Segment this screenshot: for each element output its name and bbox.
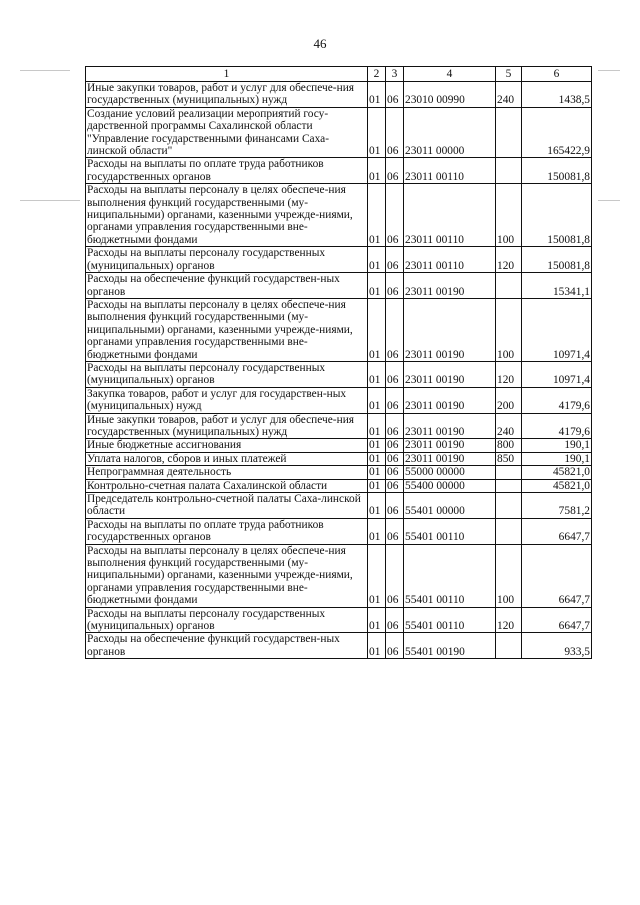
row-article: 23011 00190 — [404, 273, 496, 299]
row-article: 23011 00190 — [404, 361, 496, 387]
row-expense-kind — [496, 466, 522, 479]
scan-artifact — [20, 70, 70, 71]
row-subsection: 06 — [386, 298, 404, 361]
row-article: 55401 00110 — [404, 518, 496, 544]
table-row — [86, 273, 592, 299]
row-name: Закупка товаров, работ и услуг для государствен-ных (муниципальных) нужд — [86, 387, 368, 413]
row-section: 01 — [368, 107, 386, 158]
row-article: 23010 00990 — [404, 82, 496, 108]
row-section: 01 — [368, 452, 386, 465]
row-expense-kind: 240 — [496, 413, 522, 439]
row-section: 01 — [368, 479, 386, 492]
budget-table — [85, 66, 592, 659]
table-body — [86, 82, 592, 659]
row-article: 55401 00110 — [404, 607, 496, 633]
table-row — [86, 518, 592, 544]
row-amount: 10971,4 — [522, 361, 592, 387]
row-name: Иные закупки товаров, работ и услуг для обеспече-ния государственных (муниципальных) нужд — [86, 413, 368, 439]
table-row — [86, 184, 592, 247]
row-section: 01 — [368, 273, 386, 299]
scan-artifact — [598, 70, 620, 71]
row-article: 23011 00190 — [404, 439, 496, 452]
table-row — [86, 82, 592, 108]
row-expense-kind: 120 — [496, 361, 522, 387]
row-article: 23011 00190 — [404, 298, 496, 361]
row-article: 23011 00110 — [404, 158, 496, 184]
row-amount: 150081,8 — [522, 184, 592, 247]
row-name: Расходы на выплаты персоналу государственных (муниципальных) органов — [86, 247, 368, 273]
row-subsection: 06 — [386, 361, 404, 387]
row-subsection: 06 — [386, 439, 404, 452]
table-row — [86, 387, 592, 413]
row-name: Расходы на выплаты по оплате труда работников государственных органов — [86, 158, 368, 184]
column-header: 4 — [404, 67, 496, 82]
row-amount: 190,1 — [522, 452, 592, 465]
row-subsection: 06 — [386, 82, 404, 108]
table-row — [86, 413, 592, 439]
row-article: 23011 00000 — [404, 107, 496, 158]
row-subsection: 06 — [386, 387, 404, 413]
row-amount: 7581,2 — [522, 493, 592, 519]
scan-artifact — [598, 200, 620, 201]
row-name: Расходы на выплаты персоналу в целях обеспече-ния выполнения функций государственными (му-ниципальными) органами, казенными учрежде-ниями, органами управления государственными вне-бюджетными фондами — [86, 298, 368, 361]
table-row — [86, 298, 592, 361]
row-article: 55000 00000 — [404, 466, 496, 479]
row-expense-kind: 120 — [496, 607, 522, 633]
row-amount: 165422,9 — [522, 107, 592, 158]
row-subsection: 06 — [386, 493, 404, 519]
table-row — [86, 493, 592, 519]
row-section: 01 — [368, 518, 386, 544]
row-section: 01 — [368, 387, 386, 413]
row-name: Иные закупки товаров, работ и услуг для обеспече-ния государственных (муниципальных) нужд — [86, 82, 368, 108]
row-expense-kind: 800 — [496, 439, 522, 452]
row-section: 01 — [368, 158, 386, 184]
row-article: 55401 00000 — [404, 493, 496, 519]
row-section: 01 — [368, 633, 386, 659]
scan-artifact — [20, 200, 80, 201]
row-subsection: 06 — [386, 607, 404, 633]
row-name: Расходы на выплаты персоналу государственных (муниципальных) органов — [86, 607, 368, 633]
row-amount: 45821,0 — [522, 479, 592, 492]
row-subsection: 06 — [386, 544, 404, 607]
row-amount: 150081,8 — [522, 247, 592, 273]
row-section: 01 — [368, 298, 386, 361]
row-expense-kind — [496, 158, 522, 184]
row-expense-kind: 240 — [496, 82, 522, 108]
row-amount: 6647,7 — [522, 544, 592, 607]
row-section: 01 — [368, 466, 386, 479]
row-article: 23011 00110 — [404, 247, 496, 273]
row-amount: 1438,5 — [522, 82, 592, 108]
row-expense-kind — [496, 107, 522, 158]
row-expense-kind — [496, 518, 522, 544]
column-header: 6 — [522, 67, 592, 82]
row-name: Председатель контрольно-счетной палаты Саха-линской области — [86, 493, 368, 519]
table-header-row — [86, 67, 592, 82]
row-expense-kind — [496, 633, 522, 659]
row-subsection: 06 — [386, 479, 404, 492]
row-article: 23011 00110 — [404, 184, 496, 247]
table-row — [86, 607, 592, 633]
row-subsection: 06 — [386, 247, 404, 273]
row-expense-kind: 200 — [496, 387, 522, 413]
row-section: 01 — [368, 413, 386, 439]
row-name: Расходы на выплаты персоналу в целях обеспече-ния выполнения функций государственными (му-ниципальными) органами, казенными учрежде-ниями, органами управления государственными вне-бюджетными фондами — [86, 544, 368, 607]
row-expense-kind: 850 — [496, 452, 522, 465]
row-name: Непрограммная деятельность — [86, 466, 368, 479]
row-subsection: 06 — [386, 452, 404, 465]
row-name: Уплата налогов, сборов и иных платежей — [86, 452, 368, 465]
row-amount: 4179,6 — [522, 413, 592, 439]
row-expense-kind: 100 — [496, 544, 522, 607]
row-amount: 4179,6 — [522, 387, 592, 413]
table-row — [86, 544, 592, 607]
table-row — [86, 633, 592, 659]
table-row — [86, 439, 592, 452]
row-subsection: 06 — [386, 413, 404, 439]
table-row — [86, 452, 592, 465]
table-row — [86, 466, 592, 479]
row-section: 01 — [368, 493, 386, 519]
table-row — [86, 158, 592, 184]
row-section: 01 — [368, 439, 386, 452]
row-expense-kind — [496, 273, 522, 299]
column-header: 1 — [86, 67, 368, 82]
row-name: Расходы на обеспечение функций государствен-ных органов — [86, 633, 368, 659]
row-article: 23011 00190 — [404, 452, 496, 465]
table-row — [86, 107, 592, 158]
row-amount: 6647,7 — [522, 607, 592, 633]
row-amount: 45821,0 — [522, 466, 592, 479]
row-article: 23011 00190 — [404, 413, 496, 439]
row-subsection: 06 — [386, 184, 404, 247]
row-amount: 15341,1 — [522, 273, 592, 299]
row-expense-kind: 120 — [496, 247, 522, 273]
row-section: 01 — [368, 607, 386, 633]
row-expense-kind — [496, 479, 522, 492]
row-name: Расходы на выплаты по оплате труда работников государственных органов — [86, 518, 368, 544]
row-amount: 150081,8 — [522, 158, 592, 184]
row-name: Создание условий реализации мероприятий госу-дарственной программы Сахалинской области "Управление государственными финансами Саха-линской области" — [86, 107, 368, 158]
row-article: 55401 00190 — [404, 633, 496, 659]
row-article: 23011 00190 — [404, 387, 496, 413]
column-header: 2 — [368, 67, 386, 82]
column-header: 3 — [386, 67, 404, 82]
column-header: 5 — [496, 67, 522, 82]
row-amount: 933,5 — [522, 633, 592, 659]
row-name: Контрольно-счетная палата Сахалинской области — [86, 479, 368, 492]
row-name: Расходы на обеспечение функций государствен-ных органов — [86, 273, 368, 299]
row-name: Иные бюджетные ассигнования — [86, 439, 368, 452]
table-row — [86, 479, 592, 492]
row-article: 55400 00000 — [404, 479, 496, 492]
row-section: 01 — [368, 82, 386, 108]
row-amount: 10971,4 — [522, 298, 592, 361]
row-subsection: 06 — [386, 158, 404, 184]
row-subsection: 06 — [386, 633, 404, 659]
row-section: 01 — [368, 544, 386, 607]
row-name: Расходы на выплаты персоналу в целях обеспече-ния выполнения функций государственными (му-ниципальными) органами, казенными учрежде-ниями, органами управления государственными вне-бюджетными фондами — [86, 184, 368, 247]
row-expense-kind — [496, 493, 522, 519]
table-row — [86, 247, 592, 273]
row-name: Расходы на выплаты персоналу государственных (муниципальных) органов — [86, 361, 368, 387]
row-amount: 190,1 — [522, 439, 592, 452]
row-subsection: 06 — [386, 518, 404, 544]
row-amount: 6647,7 — [522, 518, 592, 544]
row-section: 01 — [368, 184, 386, 247]
row-subsection: 06 — [386, 273, 404, 299]
row-article: 55401 00110 — [404, 544, 496, 607]
row-section: 01 — [368, 247, 386, 273]
row-subsection: 06 — [386, 466, 404, 479]
row-subsection: 06 — [386, 107, 404, 158]
page-number: 46 — [313, 36, 327, 51]
row-section: 01 — [368, 361, 386, 387]
row-expense-kind: 100 — [496, 184, 522, 247]
row-expense-kind: 100 — [496, 298, 522, 361]
table-row — [86, 361, 592, 387]
